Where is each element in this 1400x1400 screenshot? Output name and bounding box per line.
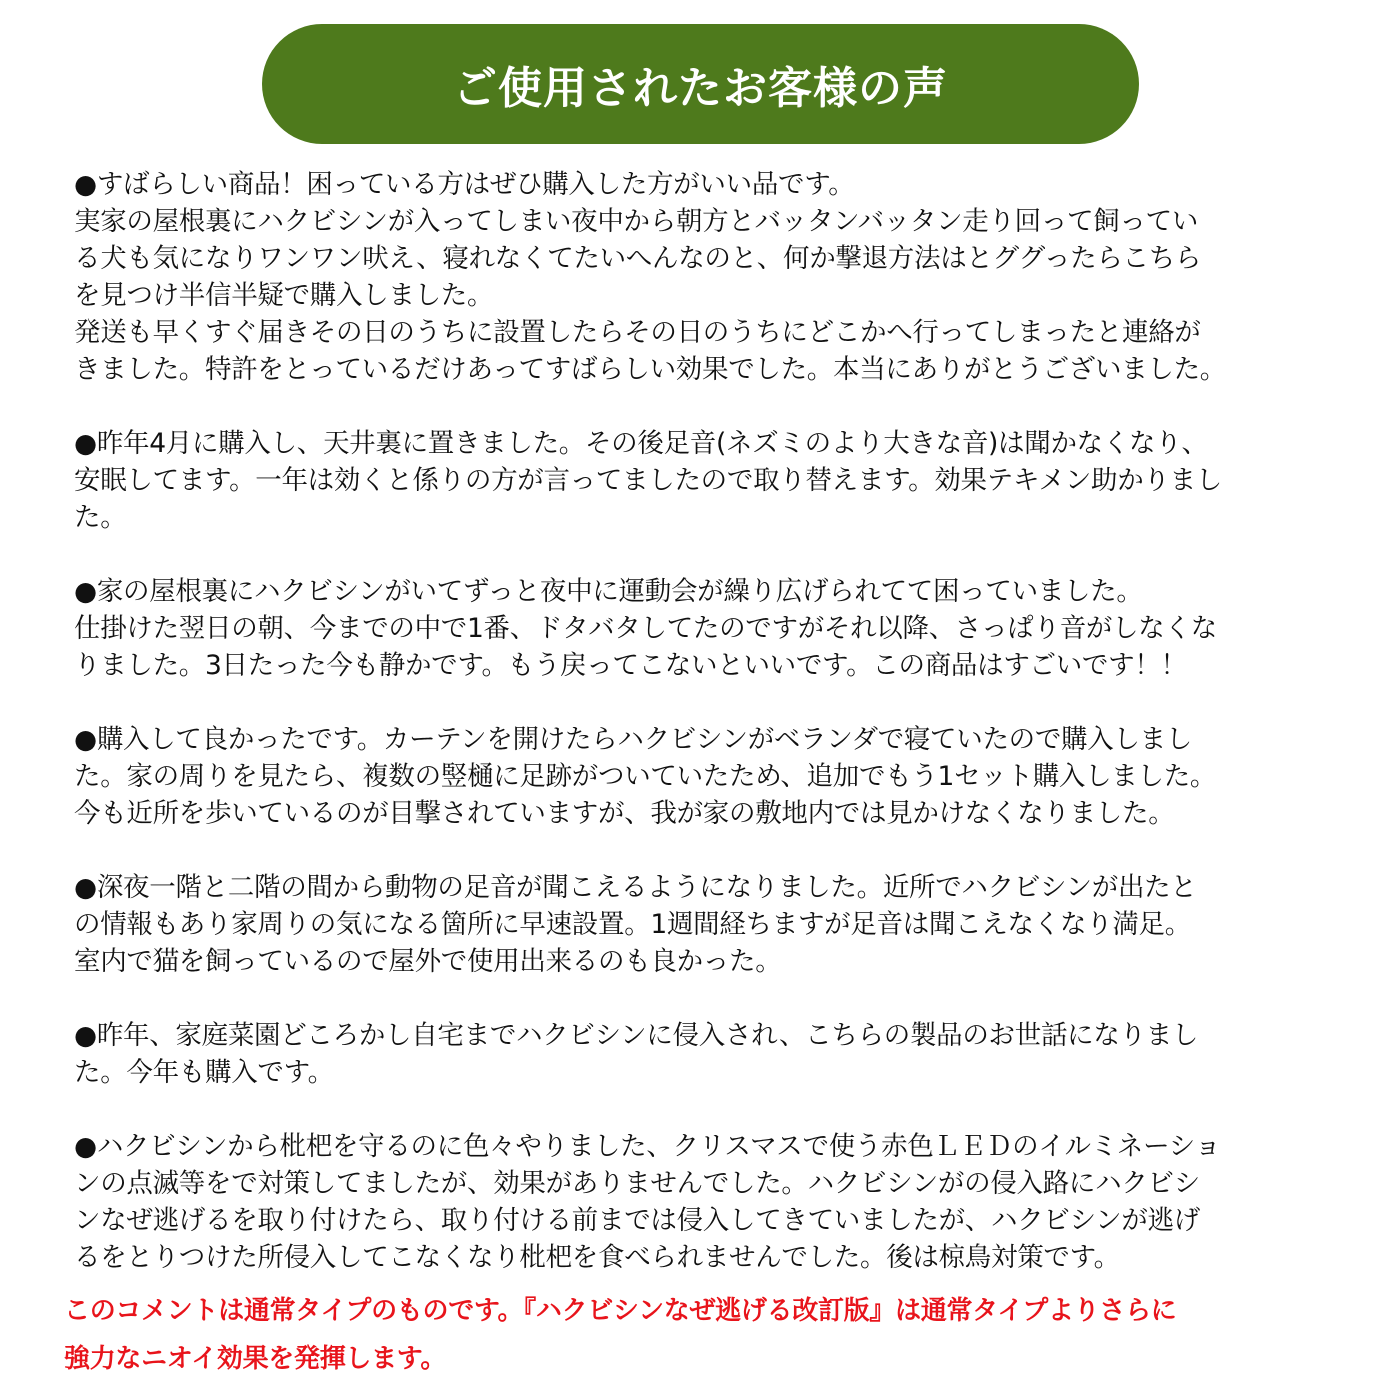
review-line: 発送も早くすぐ届きその日のうちに設置したらその日のうちにどこかへ行ってしまったと連絡が — [74, 317, 1201, 348]
review-line: ●家の屋根裏にハクビシンがいてずっと夜中に運動会が繰り広げられてて困っていました。 — [74, 576, 1143, 607]
title-banner — [262, 24, 1139, 144]
review-item — [74, 869, 1364, 980]
review-line: ●ハクビシンから枇杷を守るのに色々やりました、クリスマスで使う赤色ＬＥＤのイルミネーショ — [74, 1131, 1221, 1162]
review-line: を見つけ半信半疑で購入しました。 — [74, 280, 494, 311]
review-line: 今も近所を歩いているのが目撃されていますが、我が家の敷地内では見かけなくなりました。 — [74, 798, 1175, 829]
review-line: るをとりつけた所侵入してこなくなり枇杷を食べられませんでした。後は椋鳥対策です。 — [74, 1242, 1120, 1273]
review-item — [74, 1017, 1364, 1091]
review-line: 実家の屋根裏にハクビシンが入ってしまい夜中から朝方とバッタンバッタン走り回って飼ってい — [74, 206, 1199, 237]
review-line: 室内で猫を飼っているので屋外で使用出来るのも良かった。 — [74, 946, 782, 977]
review-line: る犬も気になりワンワン吠え、寝れなくてたいへんなのと、何か撃退方法はとググったらこちら — [74, 243, 1202, 274]
review-line: た。家の周りを見たら、複数の竪樋に足跡がついていたため、追加でもう1セット購入しました。 — [74, 761, 1217, 792]
review-line: た。今年も購入です。 — [74, 1057, 334, 1088]
review-line: ●購入して良かったです。カーテンを開けたらハクビシンがベランダで寝ていたので購入しまし — [74, 724, 1193, 755]
review-line: きました。特許をとっているだけあってすばらしい効果でした。本当にありがとうございました。 — [74, 354, 1227, 385]
page-title: ご使用されたお客様の声 — [453, 63, 948, 114]
review-line: ンなぜ逃げるを取り付けたら、取り付ける前までは侵入してきていましたが、ハクビシンが逃げ — [74, 1205, 1200, 1236]
review-line: ●昨年、家庭菜園どころかし自宅までハクビシンに侵入され、こちらの製品のお世話になりまし — [74, 1020, 1199, 1051]
review-line: の情報もあり家周りの気になる箇所に早速設置。1週間経ちますが足音は聞こえなくなり満足。 — [74, 909, 1191, 940]
review-line: りました。3日たった今も静かです。もう戻ってこないといいです。この商品はすごいです！！ — [74, 650, 1187, 681]
review-line: ●すばらしい商品！困っている方はぜひ購入した方がいい品です。 — [74, 169, 855, 200]
review-line: 仕掛けた翌日の朝、今までの中で1番、ドタバタしてたのですがそれ以降、さっぱり音がしなくな — [74, 613, 1217, 644]
review-line: た。 — [74, 502, 127, 533]
review-line: ●深夜一階と二階の間から動物の足音が聞こえるようになりました。近所でハクビシンが出たと — [74, 872, 1197, 903]
review-line: ●昨年4月に購入し、天井裏に置きました。その後足音(ネズミのより大きな音)は聞かなくなり、 — [74, 428, 1208, 459]
product-note — [64, 1287, 1364, 1383]
note-line: 強力なニオイ効果を発揮します。 — [64, 1344, 447, 1374]
review-line: ンの点滅等をで対策してましたが、効果がありませんでした。ハクビシンがの侵入路にハクビシ — [74, 1168, 1200, 1199]
reviews-list — [74, 166, 1364, 1276]
review-item — [74, 721, 1364, 832]
review-item — [74, 425, 1364, 536]
review-item — [74, 166, 1364, 388]
review-line: 安眠してます。一年は効くと係りの方が言ってましたので取り替えます。効果テキメン助かりまし — [74, 465, 1223, 496]
review-item — [74, 573, 1364, 684]
note-line: このコメントは通常タイプのものです。『ハクビシンなぜ逃げる改訂版』は通常タイプよりさらに — [64, 1296, 1177, 1326]
review-item — [74, 1128, 1364, 1276]
